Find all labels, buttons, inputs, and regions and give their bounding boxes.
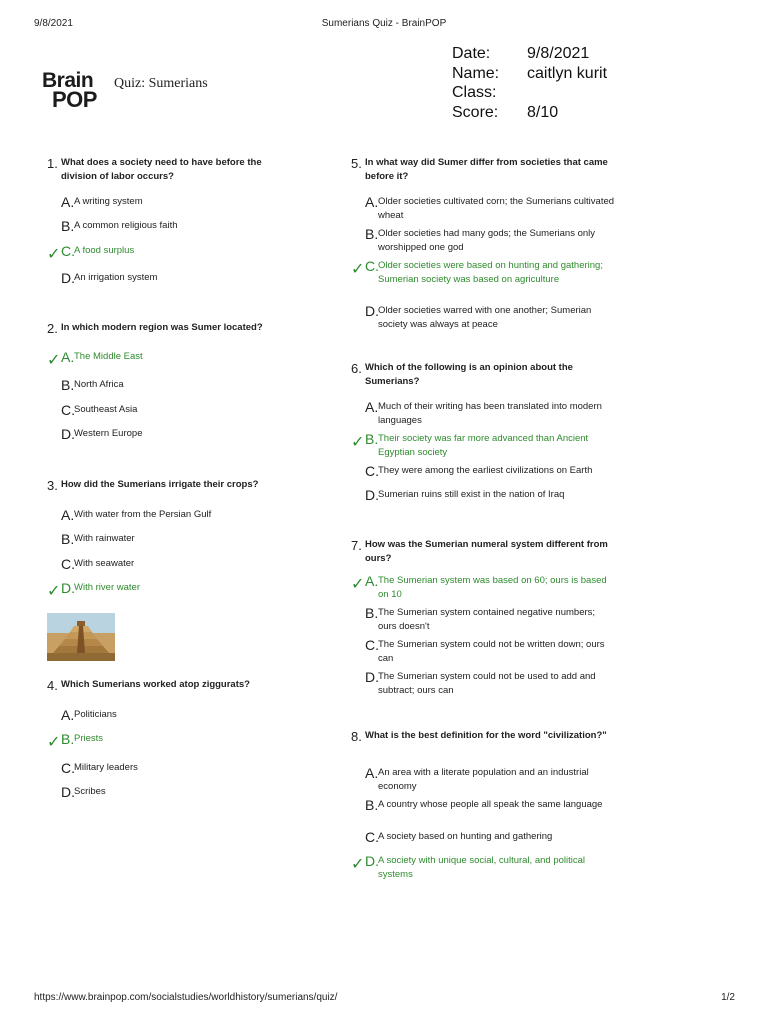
correct-check-icon: ✓ bbox=[351, 856, 365, 873]
answer-letter: C. bbox=[365, 829, 379, 845]
question-text: How was the Sumerian numeral system different from ours? bbox=[365, 539, 608, 564]
question-4 bbox=[47, 678, 307, 803]
answer-text: With rainwater bbox=[74, 533, 135, 544]
answer-letter: B. bbox=[365, 797, 379, 813]
answer-letter: D. bbox=[61, 784, 75, 800]
question-2 bbox=[47, 321, 307, 446]
answer-text: The Sumerian system could not be used to add and subtract; ours can bbox=[378, 671, 596, 696]
correct-check-icon: ✓ bbox=[47, 734, 61, 751]
answer-text: A society based on hunting and gathering bbox=[378, 831, 553, 842]
answer-text: With seawater bbox=[74, 558, 135, 569]
answer-text: An irrigation system bbox=[74, 272, 158, 283]
answer-text: With river water bbox=[74, 582, 140, 593]
answer-text: Older societies were based on hunting and gathering; Sumerian society was based on agriculture bbox=[378, 260, 603, 285]
answer-text: A common religious faith bbox=[74, 220, 178, 231]
question-6 bbox=[351, 361, 621, 506]
answer-text: The Sumerian system contained negative numbers; ours doesn't bbox=[378, 607, 596, 632]
correct-check-icon: ✓ bbox=[351, 576, 365, 593]
answer-letter: A. bbox=[365, 399, 379, 415]
answer-letter: C. bbox=[61, 402, 75, 418]
print-header-date: 9/8/2021 bbox=[34, 18, 73, 29]
question-text: In which modern region was Sumer located? bbox=[61, 322, 263, 333]
answer-text: Much of their writing has been translated into modern languages bbox=[378, 401, 602, 426]
answer-letter: A. bbox=[61, 194, 75, 210]
answer-letter: C. bbox=[365, 463, 379, 479]
answer-text: The Middle East bbox=[74, 351, 143, 362]
answer-text: A society with unique social, cultural, and political systems bbox=[378, 855, 586, 880]
question-8 bbox=[351, 729, 621, 889]
print-footer-url[interactable]: https://www.brainpop.com/socialstudies/worldhistory/sumerians/quiz/ bbox=[34, 992, 338, 1003]
answer-letter: B. bbox=[61, 531, 75, 547]
question-number: 2. bbox=[47, 321, 58, 336]
correct-check-icon: ✓ bbox=[47, 352, 61, 369]
answer-text: An area with a literate population and an industrial economy bbox=[378, 767, 589, 792]
correct-check-icon: ✓ bbox=[351, 261, 365, 278]
answer-text: Western Europe bbox=[74, 428, 143, 439]
answer-letter: D. bbox=[61, 426, 75, 442]
answer-letter: A. bbox=[365, 194, 379, 210]
answer-text: Scribes bbox=[74, 786, 106, 797]
answer-letter: D. bbox=[365, 303, 379, 319]
answer-letter: B. bbox=[365, 226, 379, 242]
answer-letter: B. bbox=[61, 731, 75, 747]
answer-letter: A. bbox=[365, 573, 379, 589]
answer-letter: D. bbox=[365, 487, 379, 503]
answer-letter: A. bbox=[365, 765, 379, 781]
answer-letter: D. bbox=[61, 270, 75, 286]
correct-check-icon: ✓ bbox=[47, 583, 61, 600]
correct-check-icon: ✓ bbox=[47, 246, 61, 263]
brainpop-logo bbox=[42, 71, 112, 111]
correct-check-icon: ✓ bbox=[351, 434, 365, 451]
question-number: 4. bbox=[47, 678, 58, 693]
answer-letter: D. bbox=[365, 669, 379, 685]
answer-text: Older societies had many gods; the Sumerians only worshipped one god bbox=[378, 228, 596, 253]
answer-text: A food surplus bbox=[74, 245, 135, 256]
answer-text: Older societies warred with one another; Sumerian society was always at peace bbox=[378, 305, 592, 330]
answer-letter: C. bbox=[61, 556, 75, 572]
question-number: 1. bbox=[47, 156, 58, 171]
info-value: 9/8/2021 bbox=[527, 45, 590, 62]
answer-letter: C. bbox=[61, 243, 75, 259]
answer-text: Priests bbox=[74, 733, 104, 744]
answer-text: With water from the Persian Gulf bbox=[74, 509, 212, 520]
answer-letter: C. bbox=[365, 258, 379, 274]
question-1 bbox=[47, 156, 307, 286]
question-3 bbox=[47, 478, 307, 603]
logo-line-2: POP bbox=[52, 87, 97, 112]
quiz-title: Quiz: Sumerians bbox=[114, 76, 208, 91]
answer-text: Politicians bbox=[74, 709, 117, 720]
question-7 bbox=[351, 538, 621, 703]
answer-text: A country whose people all speak the same language bbox=[378, 799, 603, 810]
answer-text: Southeast Asia bbox=[74, 404, 138, 415]
question-number: 8. bbox=[351, 729, 362, 744]
print-footer-page: 1/2 bbox=[721, 992, 735, 1003]
question-number: 5. bbox=[351, 156, 362, 171]
question-number: 7. bbox=[351, 538, 362, 553]
answer-letter: C. bbox=[365, 637, 379, 653]
ziggurat-illustration bbox=[47, 613, 115, 661]
answer-letter: D. bbox=[61, 580, 75, 596]
question-number: 3. bbox=[47, 478, 58, 493]
answer-letter: A. bbox=[61, 707, 75, 723]
answer-letter: C. bbox=[61, 760, 75, 776]
info-value: caitlyn kurit bbox=[527, 64, 608, 82]
answer-text: They were among the earliest civilizations on Earth bbox=[378, 465, 593, 476]
question-text: What does a society need to have before the division of labor occurs? bbox=[61, 157, 262, 182]
answer-letter: D. bbox=[365, 853, 379, 869]
answer-text: The Sumerian system was based on 60; ours is based on 10 bbox=[378, 575, 607, 600]
answer-text: Sumerian ruins still exist in the nation of Iraq bbox=[378, 489, 565, 500]
answer-letter: A. bbox=[61, 349, 75, 365]
answer-letter: A. bbox=[61, 507, 75, 523]
answer-letter: B. bbox=[61, 377, 75, 393]
info-label: Score: bbox=[452, 104, 499, 122]
question-5 bbox=[351, 156, 621, 336]
answer-letter: B. bbox=[365, 431, 379, 447]
answer-text: Military leaders bbox=[74, 762, 138, 773]
answer-text: Older societies cultivated corn; the Sumerians cultivated wheat bbox=[378, 196, 615, 221]
info-label: Name: bbox=[452, 64, 500, 82]
answer-text: Their society was far more advanced than Ancient Egyptian society bbox=[378, 433, 589, 458]
question-text: In what way did Sumer differ from societies that came before it? bbox=[365, 157, 608, 182]
question-text: How did the Sumerians irrigate their crops? bbox=[61, 479, 259, 490]
print-header-title: Sumerians Quiz - BrainPOP bbox=[321, 18, 447, 29]
answer-text: The Sumerian system could not be written down; ours can bbox=[378, 639, 605, 664]
question-text: What is the best definition for the word "civilization?" bbox=[365, 730, 607, 741]
info-value: 8/10 bbox=[527, 104, 559, 122]
answer-text: A writing system bbox=[74, 196, 143, 207]
question-text: Which Sumerians worked atop ziggurats? bbox=[61, 679, 250, 690]
answer-letter: B. bbox=[61, 218, 75, 234]
info-label: Class: bbox=[452, 84, 497, 102]
answer-text: North Africa bbox=[74, 379, 124, 390]
info-label: Date: bbox=[452, 45, 491, 62]
answer-letter: B. bbox=[365, 605, 379, 621]
question-number: 6. bbox=[351, 361, 362, 376]
question-text: Which of the following is an opinion about the Sumerians? bbox=[365, 362, 573, 387]
logo-line-1: Brain bbox=[42, 69, 94, 92]
